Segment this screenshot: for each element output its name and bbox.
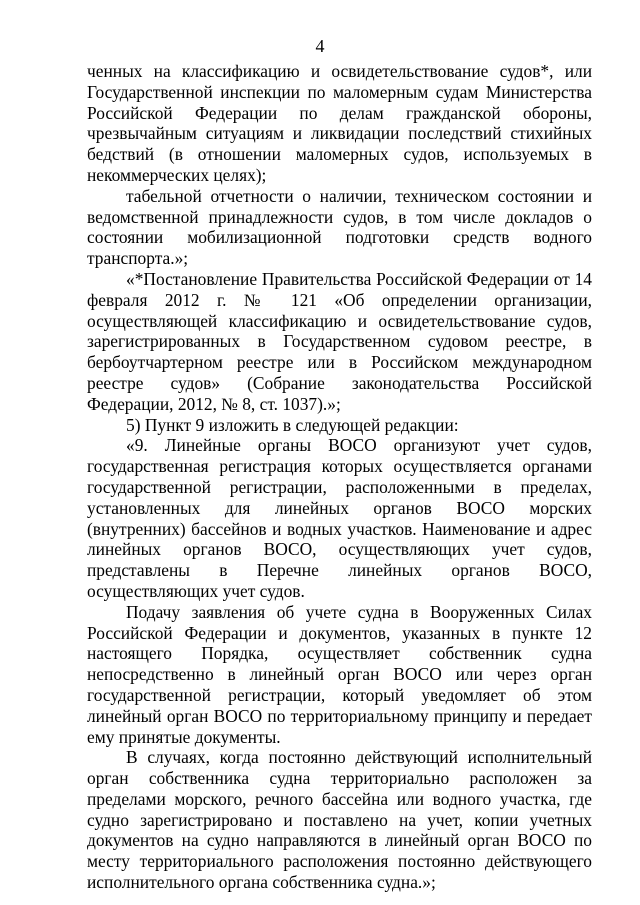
paragraph-continuation: ченных на классификацию и освидетельствование судов*, или Государственной инспекции по маломерным судам Министерства Российской Федерации по делам гражданской обороны, чрезвычайным ситуациям и ликвидации последствий стихийных бедствий (в отношении маломерных судов, используемых в некоммерческих целях);: [87, 61, 592, 185]
paragraph-reporting: табельной отчетности о наличии, техническом состоянии и ведомственной принадлежности судов, в том числе докладов о состоянии мобилизационной подготовки средств водного транспорта.»;: [87, 185, 592, 269]
paragraph-item-5: 5) Пункт 9 изложить в следующей редакции:: [126, 414, 459, 435]
paragraph-cases: В случаях, когда постоянно действующий исполнительный орган собственника судна территориально расположен за пределами морского, речного бассейна или водного участка, где судно зарегистрировано и поставлено на учет, копии учетных документов на судно направляются в линейный орган ВОСО по месту территориального расположения постоянно действующего исполнительного органа собственника судна.»;: [87, 747, 592, 893]
document-body: [87, 61, 592, 893]
paragraph-clause-9: «9. Линейные органы ВОСО организуют учет судов, государственная регистрация которых осуществляется органами государственной регистрации, расположенными в пределах, установленных для линейных органов ВОСО морских (внутренних) бассейнов и водных участков. Наименование и адрес линейных органов ВОСО, осуществляющих учет судов, представлены в Перечне линейных органов ВОСО, осуществляющих учет судов.: [87, 435, 592, 601]
paragraph-application: Подачу заявления об учете судна в Вооруженных Силах Российской Федерации и документов, указанных в пункте 12 настоящего Порядка, осуществляет собственник судна непосредственно в линейный орган ВОСО или через орган государственной регистрации, который уведомляет об этом линейный орган ВОСО по территориальному принципу и передает ему принятые документы.: [87, 601, 592, 747]
page-number: 4: [315, 36, 325, 56]
paragraph-footnote-resolution: «*Постановление Правительства Российской Федерации от 14 февраля 2012 г. № 121 «Об определении организации, осуществляющей классификацию и освидетельствование судов, зарегистрированных в Государственном судовом реестре, в бербоутчартерном реестре или в Российском международном реестре судов» (Собрание законодательства Российской Федерации, 2012, № 8, ст. 1037).»;: [87, 268, 592, 414]
